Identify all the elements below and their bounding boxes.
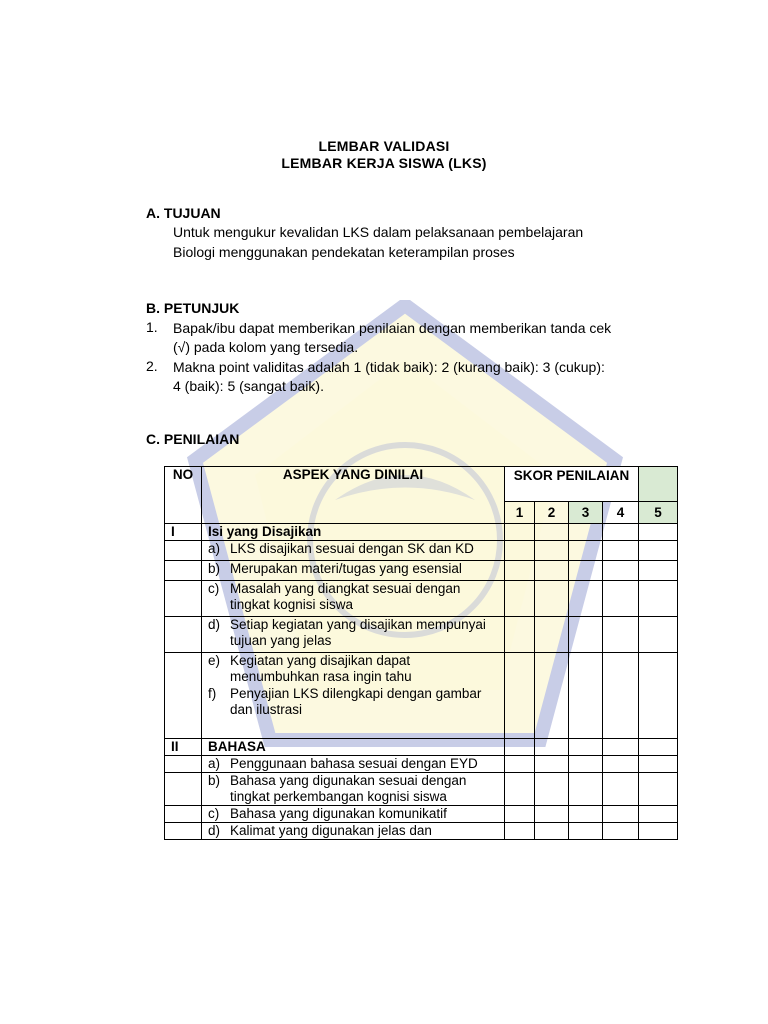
- instruction-2-line-1: Makna point validitas adalah 1 (tidak baik): 2 (kurang baik): 3 (cukup):: [173, 359, 605, 375]
- table-row: [165, 773, 678, 806]
- section-c-heading: C. PENILAIAN: [146, 431, 240, 447]
- score-cell[interactable]: [639, 581, 678, 617]
- score-cell[interactable]: [535, 823, 569, 840]
- score-cell[interactable]: [535, 561, 569, 581]
- score-cell[interactable]: [603, 561, 639, 581]
- score-cell[interactable]: [603, 617, 639, 653]
- score-cell[interactable]: [505, 823, 535, 840]
- score-cell[interactable]: [505, 653, 535, 739]
- score-cell[interactable]: [639, 541, 678, 561]
- score-cell[interactable]: [639, 561, 678, 581]
- score-cell[interactable]: [603, 739, 639, 756]
- score-col-3: 3: [569, 502, 603, 524]
- score-cell[interactable]: [505, 524, 535, 541]
- score-col-5: 5: [639, 502, 678, 524]
- score-cell[interactable]: [535, 806, 569, 823]
- table-row: [165, 756, 678, 773]
- item-label: f): [208, 686, 217, 701]
- item-label: a): [208, 541, 221, 556]
- score-cell[interactable]: [603, 581, 639, 617]
- score-cell[interactable]: [603, 823, 639, 840]
- score-cell[interactable]: [569, 823, 603, 840]
- score-cell[interactable]: [569, 617, 603, 653]
- item-text: Kegiatan yang disajikan dapat menumbuhkan rasa ingin tahu: [230, 653, 412, 684]
- item-text: Merupakan materi/tugas yang esensial: [230, 561, 462, 576]
- instruction-2-line-2: 4 (baik): 5 (sangat baik).: [173, 378, 324, 394]
- table-row: [165, 541, 678, 561]
- score-cell[interactable]: [535, 581, 569, 617]
- header-aspek: ASPEK YANG DINILAI: [202, 467, 505, 524]
- item-text: LKS disajikan sesuai dengan SK dan KD: [230, 541, 474, 556]
- score-cell[interactable]: [639, 823, 678, 840]
- group-2-no: II: [165, 739, 202, 756]
- item-label: e): [208, 653, 221, 668]
- score-cell[interactable]: [535, 773, 569, 806]
- item-text: Penggunaan bahasa sesuai dengan EYD: [230, 756, 478, 771]
- score-cell[interactable]: [535, 617, 569, 653]
- item-label: d): [208, 823, 221, 838]
- score-cell[interactable]: [535, 541, 569, 561]
- item-text: Bahasa yang digunakan sesuai dengan tingkat perkembangan kognisi siswa: [230, 773, 467, 804]
- score-cell[interactable]: [505, 739, 535, 756]
- score-cell[interactable]: [639, 617, 678, 653]
- item-text: Kalimat yang digunakan jelas dan: [230, 823, 432, 838]
- score-cell[interactable]: [569, 756, 603, 773]
- score-cell[interactable]: [569, 739, 603, 756]
- table-row: [165, 617, 678, 653]
- score-cell[interactable]: [569, 653, 603, 739]
- score-cell[interactable]: [639, 756, 678, 773]
- score-cell[interactable]: [603, 806, 639, 823]
- header-no: NO: [165, 467, 202, 524]
- score-cell[interactable]: [505, 806, 535, 823]
- score-cell[interactable]: [639, 653, 678, 739]
- item-label: c): [208, 581, 220, 596]
- header-skor: SKOR PENILAIAN: [505, 467, 639, 502]
- score-col-2: 2: [535, 502, 569, 524]
- page-subtitle: LEMBAR KERJA SISWA (LKS): [281, 155, 487, 171]
- item-label: a): [208, 756, 221, 771]
- score-cell[interactable]: [535, 524, 569, 541]
- score-cell[interactable]: [603, 773, 639, 806]
- score-col-1: 1: [505, 502, 535, 524]
- score-cell[interactable]: [569, 581, 603, 617]
- item-label: b): [208, 561, 221, 576]
- score-cell[interactable]: [569, 773, 603, 806]
- score-cell[interactable]: [569, 541, 603, 561]
- score-cell[interactable]: [535, 739, 569, 756]
- score-cell[interactable]: [505, 581, 535, 617]
- instruction-1-line-1: Bapak/ibu dapat memberikan penilaian dengan memberikan tanda cek: [173, 320, 612, 336]
- item-text: Penyajian LKS dilengkapi dengan gambar dan ilustrasi: [230, 686, 482, 717]
- table-row: [165, 561, 678, 581]
- score-cell[interactable]: [639, 806, 678, 823]
- table-row: [165, 653, 678, 739]
- score-cell[interactable]: [639, 773, 678, 806]
- item-label: d): [208, 617, 221, 632]
- score-cell[interactable]: [505, 773, 535, 806]
- score-cell[interactable]: [639, 524, 678, 541]
- section-b-heading: B. PETUNJUK: [146, 300, 240, 316]
- section-a-heading: A. TUJUAN: [146, 205, 221, 221]
- instruction-2-number: 2.: [146, 358, 158, 374]
- item-text: Masalah yang diangkat sesuai dengan tingkat kognisi siswa: [230, 581, 461, 612]
- item-text: Setiap kegiatan yang disajikan mempunyai tujuan yang jelas: [230, 617, 486, 648]
- score-cell[interactable]: [569, 806, 603, 823]
- score-cell[interactable]: [569, 561, 603, 581]
- table-row: [165, 739, 678, 756]
- score-cell[interactable]: [535, 756, 569, 773]
- table-row: [165, 524, 678, 541]
- score-cell[interactable]: [569, 524, 603, 541]
- table-row: [165, 806, 678, 823]
- group-1-title: Isi yang Disajikan: [202, 524, 505, 541]
- score-cell[interactable]: [603, 524, 639, 541]
- instruction-1-number: 1.: [146, 319, 158, 335]
- item-text: Bahasa yang digunakan komunikatif: [230, 806, 447, 821]
- group-1-no: I: [165, 524, 202, 541]
- score-cell[interactable]: [535, 653, 569, 739]
- score-cell[interactable]: [505, 541, 535, 561]
- score-col-4: 4: [603, 502, 639, 524]
- item-label: c): [208, 806, 220, 821]
- instruction-1-line-2: (√) pada kolom yang tersedia.: [173, 339, 359, 355]
- score-cell[interactable]: [505, 756, 535, 773]
- item-label: b): [208, 773, 221, 788]
- score-cell[interactable]: [603, 653, 639, 739]
- section-a-line-1: Untuk mengukur kevalidan LKS dalam pelaksanaan pembelajaran: [173, 224, 584, 240]
- section-a-line-2: Biologi menggunakan pendekatan keterampilan proses: [173, 244, 515, 260]
- validation-table: [164, 466, 678, 840]
- score-cell[interactable]: [505, 617, 535, 653]
- table-row: [165, 823, 678, 840]
- score-cell[interactable]: [639, 739, 678, 756]
- score-cell[interactable]: [603, 541, 639, 561]
- group-2-title: BAHASA: [202, 739, 505, 756]
- page-title: LEMBAR VALIDASI: [318, 138, 450, 154]
- score-cell[interactable]: [603, 756, 639, 773]
- score-cell[interactable]: [505, 561, 535, 581]
- table-row: [165, 581, 678, 617]
- header-skor-fill: [639, 467, 678, 502]
